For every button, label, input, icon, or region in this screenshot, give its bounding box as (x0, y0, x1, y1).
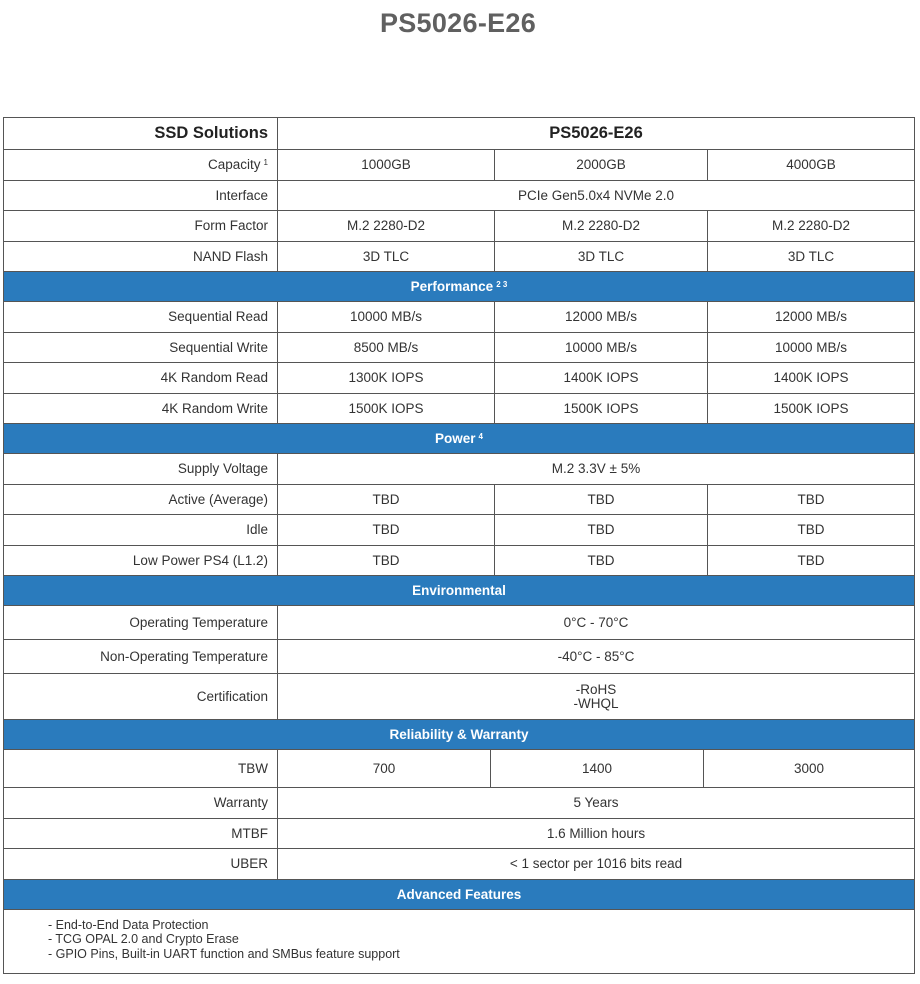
header-model: PS5026-E26 (549, 124, 643, 142)
cell: TBD (278, 515, 495, 545)
table-row (3, 394, 915, 425)
cell: TBD (797, 522, 825, 538)
cell: 8500 MB/s (278, 333, 495, 363)
warranty-row (3, 788, 915, 819)
row-label: Interface (4, 181, 278, 211)
cell: 10000 MB/s (495, 333, 708, 363)
row-label: MTBF (4, 819, 278, 849)
cell: TBD (495, 515, 708, 545)
cell: < 1 sector per 1016 bits read (509, 856, 683, 872)
row-label: Sequential Read (4, 302, 278, 332)
cell: TBD (278, 546, 495, 576)
row-label: Idle (4, 515, 278, 545)
row-label: 4K Random Read (4, 363, 278, 393)
form-factor-row (3, 211, 915, 242)
capacity-row (3, 150, 915, 181)
row-label: Warranty (4, 788, 278, 818)
table-row (3, 333, 915, 364)
table-row (3, 546, 915, 577)
table-row (3, 302, 915, 333)
cell: TBD (495, 485, 708, 515)
row-label: Low Power PS4 (L1.2) (4, 546, 278, 576)
cell: 3D TLC (278, 242, 495, 272)
cell: 1000GB (278, 150, 495, 180)
interface-row (3, 181, 915, 212)
operating-temperature-row (3, 606, 915, 640)
row-label: NAND Flash (4, 242, 278, 272)
mtbf-row (3, 819, 915, 850)
cell: 10000 MB/s (278, 302, 495, 332)
row-label: Capacity $^1$ (4, 150, 278, 180)
cell: 700 (278, 750, 491, 787)
non-operating-temperature-row (3, 640, 915, 674)
row-label: Form Factor (4, 211, 278, 241)
table-row (3, 485, 915, 516)
advanced-features-list (3, 910, 915, 974)
cell: M.2 2280-D2 (771, 218, 851, 234)
uber-row (3, 849, 915, 880)
cell: 10000 MB/s (774, 339, 848, 355)
cell: 4000GB (786, 157, 836, 173)
cell: 1.6 Million hours (546, 825, 646, 841)
spec-table (3, 117, 915, 974)
cell: M.2 2280-D2 (278, 211, 495, 241)
cell: 3000 (793, 761, 825, 776)
cell (278, 674, 914, 719)
row-label: Supply Voltage (4, 454, 278, 484)
section-header-environmental: Environmental (3, 576, 915, 606)
list-item: - TCG OPAL 2.0 and Crypto Erase (48, 932, 239, 946)
cell: 1400 (491, 750, 704, 787)
cell: 1400K IOPS (773, 370, 849, 386)
cell: 0°C - 70°C (563, 615, 629, 630)
footnote-marker: 4 (478, 432, 483, 441)
section-header-reliability: Reliability & Warranty (3, 720, 915, 750)
cell: 5 Years (573, 795, 619, 811)
cell: 1300K IOPS (278, 363, 495, 393)
supply-voltage-row (3, 454, 915, 485)
nand-row (3, 242, 915, 273)
section-header-advanced-features: Advanced Features (3, 880, 915, 910)
cell: TBD (797, 552, 825, 568)
cell: PCIe Gen5.0x4 NVMe 2.0 (517, 187, 675, 203)
section-header-power: Power $^4$ (3, 424, 915, 454)
list-item: - End-to-End Data Protection (48, 917, 209, 932)
cell: TBD (278, 485, 495, 515)
cell: M.2 3.3V ± 5% (551, 461, 641, 477)
cell: 2000GB (495, 150, 708, 180)
cell: 1400K IOPS (495, 363, 708, 393)
row-label: UBER (4, 849, 278, 879)
list-item: - GPIO Pins, Built-in UART function and SMBus feature support (48, 946, 400, 961)
row-label: Certification (4, 674, 278, 719)
cell: TBD (797, 491, 825, 507)
cell: 12000 MB/s (495, 302, 708, 332)
cert-line: -RoHS (575, 681, 617, 697)
row-label: TBW (4, 750, 278, 787)
cell: 3D TLC (787, 248, 835, 264)
cell: 1500K IOPS (773, 400, 849, 416)
row-label: Sequential Write (4, 333, 278, 363)
cell: M.2 2280-D2 (495, 211, 708, 241)
table-header-row (3, 117, 915, 150)
cell: -40°C - 85°C (557, 649, 635, 664)
tbw-row (3, 750, 915, 788)
table-row (3, 515, 915, 546)
footnote-marker: 2 3 (496, 280, 508, 289)
cell: TBD (495, 546, 708, 576)
cell: 12000 MB/s (774, 309, 848, 325)
row-label: Non-Operating Temperature (4, 640, 278, 673)
cell: 1500K IOPS (495, 394, 708, 424)
cell: 3D TLC (495, 242, 708, 272)
header-label: SSD Solutions (4, 118, 278, 149)
row-label: Operating Temperature (4, 606, 278, 639)
row-label: 4K Random Write (4, 394, 278, 424)
footnote-marker: 1 (263, 158, 268, 168)
section-header-performance: Performance $^{2 3}$ (3, 272, 915, 302)
cell: 1500K IOPS (278, 394, 495, 424)
row-label: Active (Average) (4, 485, 278, 515)
certification-row (3, 674, 915, 720)
table-row (3, 363, 915, 394)
cert-line: -WHQL (573, 695, 619, 711)
page-title: PS5026-E26 (379, 8, 537, 38)
